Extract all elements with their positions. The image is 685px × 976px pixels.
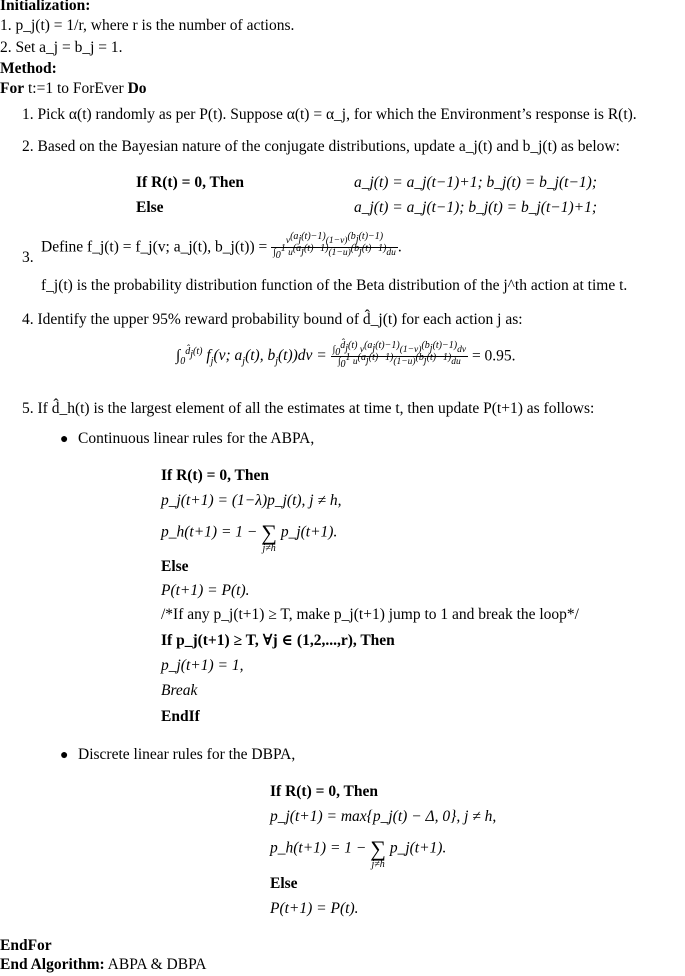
- step-2-else-equation: a_j(t) = a_j(t−1); b_j(t) = b_j(t−1)+1;: [354, 199, 597, 216]
- step-2-if: If R(t) = 0, Then: [136, 174, 245, 191]
- step-3-text: Define f_j(t) = f_j(v; a_j(t), b_j(t)) =: [41, 238, 268, 256]
- dbpa-line-3: P(t+1) = P(t).: [270, 900, 359, 917]
- abpa-else: Else: [161, 558, 189, 575]
- for-range: t:=1 to ForEver: [27, 80, 124, 97]
- step-2-else: Else: [136, 199, 164, 216]
- abpa-comment: /*If any p_j(t+1) ≥ T, make p_j(t+1) jump to 1 and break the loop*/: [161, 606, 579, 623]
- bullet-dbpa: ●: [60, 748, 69, 763]
- beta-pdf-denominator: $\int_0^1$ $u^{(a_j(t)-1)}(1-u)^{(b_j(t)-1)}du$: [273, 243, 396, 262]
- init-heading: Initialization:: [0, 0, 91, 14]
- abpa-line-2: [161, 517, 338, 554]
- init-line-1: 1. p_j(t) = 1/r, where r is the number of actions.: [0, 17, 295, 34]
- abpa-heading: Continuous linear rules for the ABPA,: [78, 430, 315, 447]
- abpa-sum-limit: j≠h: [262, 543, 276, 554]
- beta-pdf-numerator: $v^{(a_j(t)-1)}(1-v)^{(b_j(t)-1)}$: [271, 236, 398, 248]
- abpa-endif: EndIf: [161, 708, 200, 725]
- end-algorithm-label: End Algorithm:: [0, 956, 105, 973]
- abpa-sum: [261, 520, 277, 555]
- step-1: 1. Pick α(t) randomly as per P(t). Suppose α(t) = α_j, for which the Environment’s response is R(t).: [22, 106, 637, 123]
- do-keyword: Do: [127, 80, 147, 97]
- dbpa-else: Else: [270, 875, 298, 892]
- init-line-2: 2. Set a_j = b_j = 1.: [0, 39, 123, 56]
- dbpa-line-2: [270, 833, 447, 870]
- dbpa-sum-limit: j≠h: [371, 859, 385, 870]
- step-2-if-equation: a_j(t) = a_j(t−1)+1; b_j(t) = b_j(t−1);: [354, 174, 597, 191]
- method-heading: Method:: [0, 60, 57, 77]
- dbpa-line-2-lhs: p_h(t+1) = 1 −: [270, 839, 367, 857]
- endfor: EndFor: [0, 937, 52, 954]
- step-3-number: 3.: [22, 249, 34, 266]
- abpa-line-1: p_j(t+1) = (1−λ)p_j(t), j ≠ h,: [161, 492, 342, 509]
- step-2: 2. Based on the Bayesian nature of the conjugate distributions, update a_j(t) and b_j(t) as below:: [22, 138, 620, 155]
- step-4-numerator: $\int_0^{d̂_j(t)}$ $v^{(a_j(t)-1)}(1-v)^{(b_j(t)-1)}dv$: [332, 339, 467, 358]
- step-4: 4. Identify the upper 95% reward probability bound of d̂_j(t) for each action j as:: [22, 311, 523, 328]
- dbpa-line-2-rhs: p_j(t+1).: [389, 839, 447, 857]
- abpa-line-2-lhs: p_h(t+1) = 1 −: [161, 523, 258, 541]
- abpa-if-2: If p_j(t+1) ≥ T, ∀j ∈ (1,2,...,r), Then: [161, 632, 395, 649]
- step-5: 5. If d̂_h(t) is the largest element of all the estimates at time t, then update P(t+1) as follows:: [22, 400, 595, 417]
- dbpa-heading: Discrete linear rules for the DBPA,: [78, 746, 296, 763]
- dbpa-sum: [370, 836, 386, 871]
- abpa-if: If R(t) = 0, Then: [161, 467, 270, 484]
- step-4-equation: [176, 339, 516, 371]
- abpa-line-3: P(t+1) = P(t).: [161, 582, 250, 599]
- abpa-line-4: p_j(t+1) = 1,: [161, 657, 244, 674]
- dbpa-if: If R(t) = 0, Then: [270, 783, 379, 800]
- end-algorithm-name: ABPA & DBPA: [107, 956, 207, 973]
- step-4-rhs: = 0.95.: [471, 347, 516, 365]
- step-4-fraction: [331, 339, 468, 371]
- step-3-description: f_j(t) is the probability distribution function of the Beta distribution of the j^th action at time t.: [41, 277, 628, 294]
- sum-symbol: ∑: [370, 836, 386, 861]
- bullet-abpa: ●: [60, 432, 69, 447]
- for-line: [0, 80, 147, 99]
- dbpa-line-1: p_j(t+1) = max{p_j(t) − Δ, 0}, j ≠ h,: [270, 808, 497, 825]
- step-4-lhs: $\int_0^{d̂_j(t)}$ $f_j(v$; $a_j(t)$, $b_j(t))dv$ =: [176, 346, 327, 368]
- abpa-line-2-rhs: p_j(t+1).: [280, 523, 338, 541]
- abpa-break: Break: [161, 682, 198, 699]
- sum-symbol: ∑: [261, 520, 277, 545]
- for-keyword: For: [0, 80, 25, 97]
- step-4-denominator: $\int_0^1$ $u^{(a_j(t)-1)}(1-u)^{(b_j(t)-1)}du$: [337, 352, 461, 371]
- end-algorithm-line: [0, 956, 206, 975]
- step-3-definition: Define f_j(t) = f_j(v; a_j(t), b_j(t)) = $\frac{v^{(a_j(t)-1)}(1-v)^{(b_j(t)-1)}}{\int_0^1 u^{(a_j(t)-1)}(1-u)^{(b_j(t)-1)}du}$ .: [41, 230, 402, 262]
- beta-pdf-fraction: [271, 230, 398, 262]
